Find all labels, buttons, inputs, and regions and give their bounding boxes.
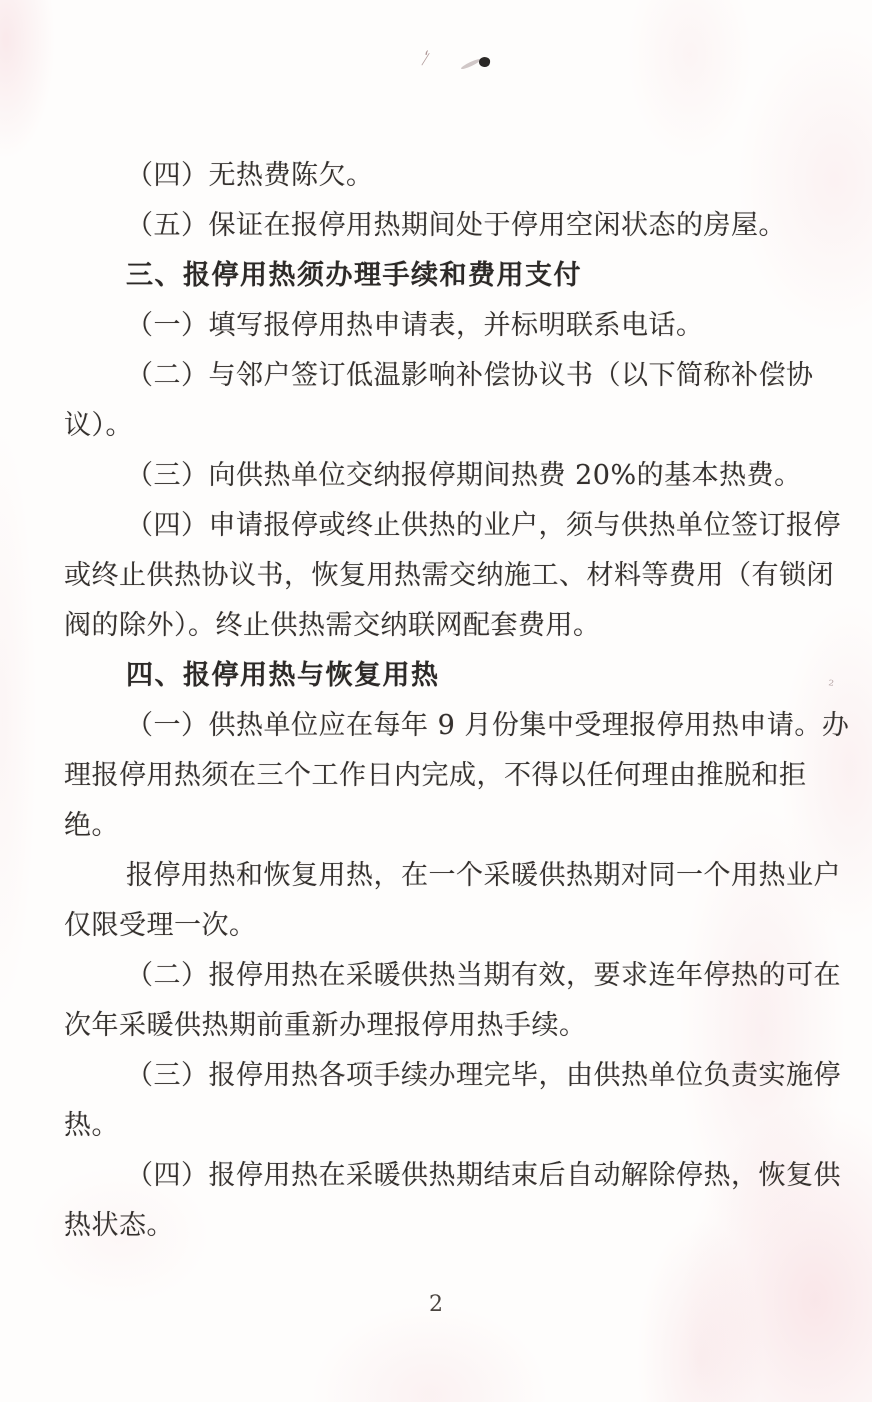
text-line: 次年采暖供热期前重新办理报停用热手续。: [64, 1010, 587, 1041]
text-line: 议）。: [64, 410, 133, 441]
text-line: 或终止供热协议书，恢复用热需交纳施工、材料等费用（有锁闭: [64, 560, 834, 591]
text-line: （四）无热费陈欠。: [126, 160, 374, 191]
text-line: 热。: [64, 1110, 119, 1141]
text-line: （一）供热单位应在每年 9 月份集中受理报停用热申请。办: [126, 710, 850, 741]
text-line: 理报停用热须在三个工作日内完成，不得以任何理由推脱和拒: [64, 760, 807, 791]
text-line: （三）向供热单位交纳报停期间热费 20%的基本热费。: [126, 460, 802, 491]
text-line: 报停用热和恢复用热，在一个采暖供热期对同一个用热业户: [126, 860, 841, 891]
text-line: （四）申请报停或终止供热的业户，须与供热单位签订报停: [126, 510, 841, 541]
text-line: 绝。: [64, 810, 119, 841]
section-heading-line: 四、报停用热与恢复用热: [126, 660, 440, 691]
text-line: （四）报停用热在采暖供热期结束后自动解除停热，恢复供: [126, 1160, 841, 1191]
text-line: （二）报停用热在采暖供热当期有效，要求连年停热的可在: [126, 960, 841, 991]
text-line: 仅限受理一次。: [64, 910, 257, 941]
ink-blot-artifact: [478, 56, 491, 68]
text-line: （一）填写报停用热申请表，并标明联系电话。: [126, 310, 704, 341]
text-line: 阀的除外）。终止供热需交纳联网配套费用。: [64, 610, 601, 641]
section-heading-line: 三、报停用热须办理手续和费用支付: [126, 260, 582, 291]
text-line: 热状态。: [64, 1210, 174, 1241]
page-number: 2: [429, 1292, 443, 1317]
text-line: （二）与邻户签订低温影响补偿协议书（以下简称补偿协: [126, 360, 814, 391]
document-lines: [64, 151, 850, 1251]
pen-scratch-artifact: ʻ̷: [422, 47, 433, 69]
text-line: （三）报停用热各项手续办理完毕，由供热单位负责实施停: [126, 1060, 841, 1091]
margin-mark-artifact: ²: [826, 677, 835, 695]
text-line: （五）保证在报停用热期间处于停用空闲状态的房屋。: [126, 210, 786, 241]
